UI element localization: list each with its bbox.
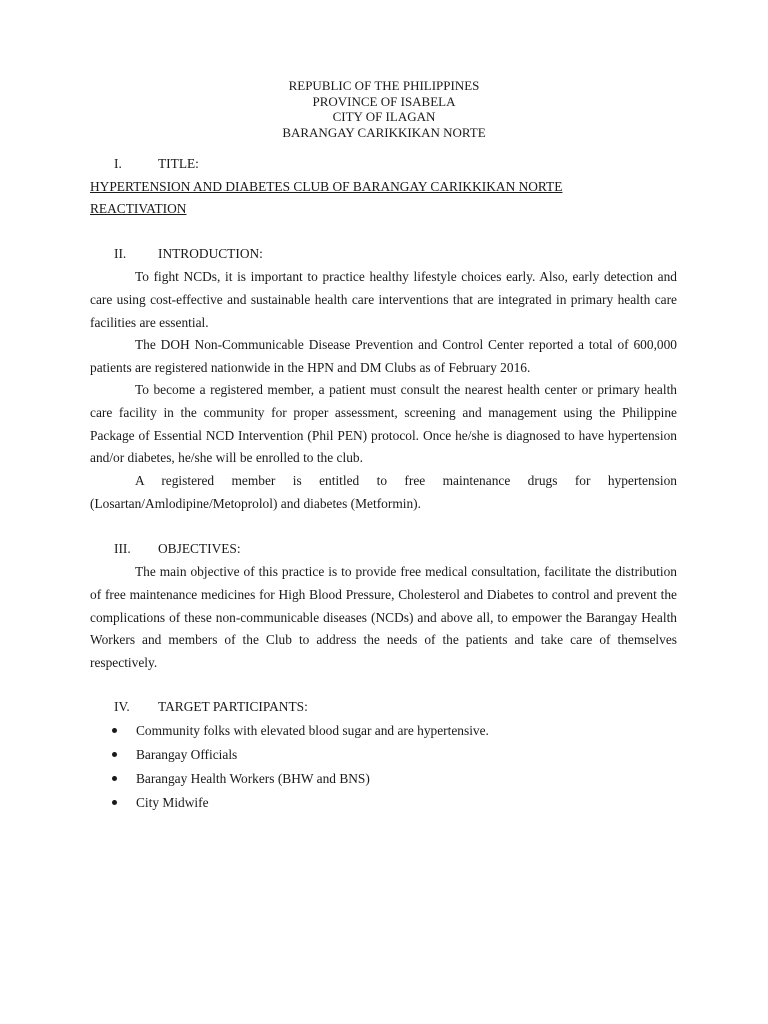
header-city: CITY OF ILAGAN: [332, 109, 436, 124]
section-number: II.: [114, 246, 127, 261]
intro-paragraph-3: To become a registered member, a patient must consult the nearest health center or primary health care facility in the community for proper assessment, screening and management using the Philippine Package of Essential NCD Intervention (Phil PEN) protocol. Once he/she is diagnosed to have hypertension and/or diabetes, he/she will be enrolled to the club.: [90, 382, 677, 466]
list-item: [90, 743, 680, 767]
section-objectives-heading: [0, 539, 768, 559]
section-number: I.: [114, 156, 122, 171]
bullet-icon: [112, 752, 117, 757]
list-item: [90, 791, 680, 815]
section-label: OBJECTIVES:: [158, 541, 241, 556]
section-label: TARGET PARTICIPANTS:: [158, 699, 308, 714]
list-item: [90, 767, 680, 791]
list-item-text: Barangay Health Workers (BHW and BNS): [136, 771, 370, 786]
section-number: IV.: [114, 699, 130, 714]
section-introduction-heading: [0, 244, 768, 264]
bullet-icon: [112, 800, 117, 805]
document-title-line-1: HYPERTENSION AND DIABETES CLUB OF BARANGAY CARIKKIKAN NORTE: [90, 179, 563, 194]
section-label: INTRODUCTION:: [158, 246, 263, 261]
section-number: III.: [114, 541, 131, 556]
header-barangay: BARANGAY CARIKKIKAN NORTE: [282, 124, 486, 140]
participants-list: [90, 719, 680, 815]
bullet-icon: [112, 776, 117, 781]
list-item-text: Community folks with elevated blood sugar and are hypertensive.: [136, 723, 489, 738]
section-label: TITLE:: [158, 156, 199, 171]
header-republic: REPUBLIC OF THE PHILIPPINES: [288, 78, 480, 93]
header-province: PROVINCE OF ISABELA: [312, 93, 456, 109]
document-header: [0, 78, 768, 140]
list-item-text: City Midwife: [136, 795, 209, 810]
intro-paragraph-1: To fight NCDs, it is important to practice healthy lifestyle choices early. Also, early detection and care using cost-effective and sustainable health care interventions that are integrated in primary health care facilities are essential.: [90, 269, 677, 330]
bullet-icon: [112, 728, 117, 733]
intro-paragraph-4: A registered member is entitled to free maintenance drugs for hypertension (Losartan/Amlodipine/Metoprolol) and diabetes (Metformin).: [90, 473, 677, 511]
list-item-text: Barangay Officials: [136, 747, 238, 762]
list-item: [90, 719, 680, 743]
section-participants-heading: [0, 697, 768, 717]
section-title-heading: [0, 154, 768, 174]
intro-paragraph-2: The DOH Non-Communicable Disease Prevention and Control Center reported a total of 600,000 patients are registered nationwide in the HPN and DM Clubs as of February 2016.: [90, 337, 677, 375]
objectives-paragraph: The main objective of this practice is to provide free medical consultation, facilitate the distribution of free maintenance medicines for High Blood Pressure, Cholesterol and Diabetes to control and prevent the complications of these non-communicable diseases (NCDs) and above all, to empower the Barangay Health Workers and members of the Club to address the needs of the patients and take care of themselves respectively.: [90, 564, 677, 671]
document-title-line-2: REACTIVATION: [90, 201, 187, 216]
